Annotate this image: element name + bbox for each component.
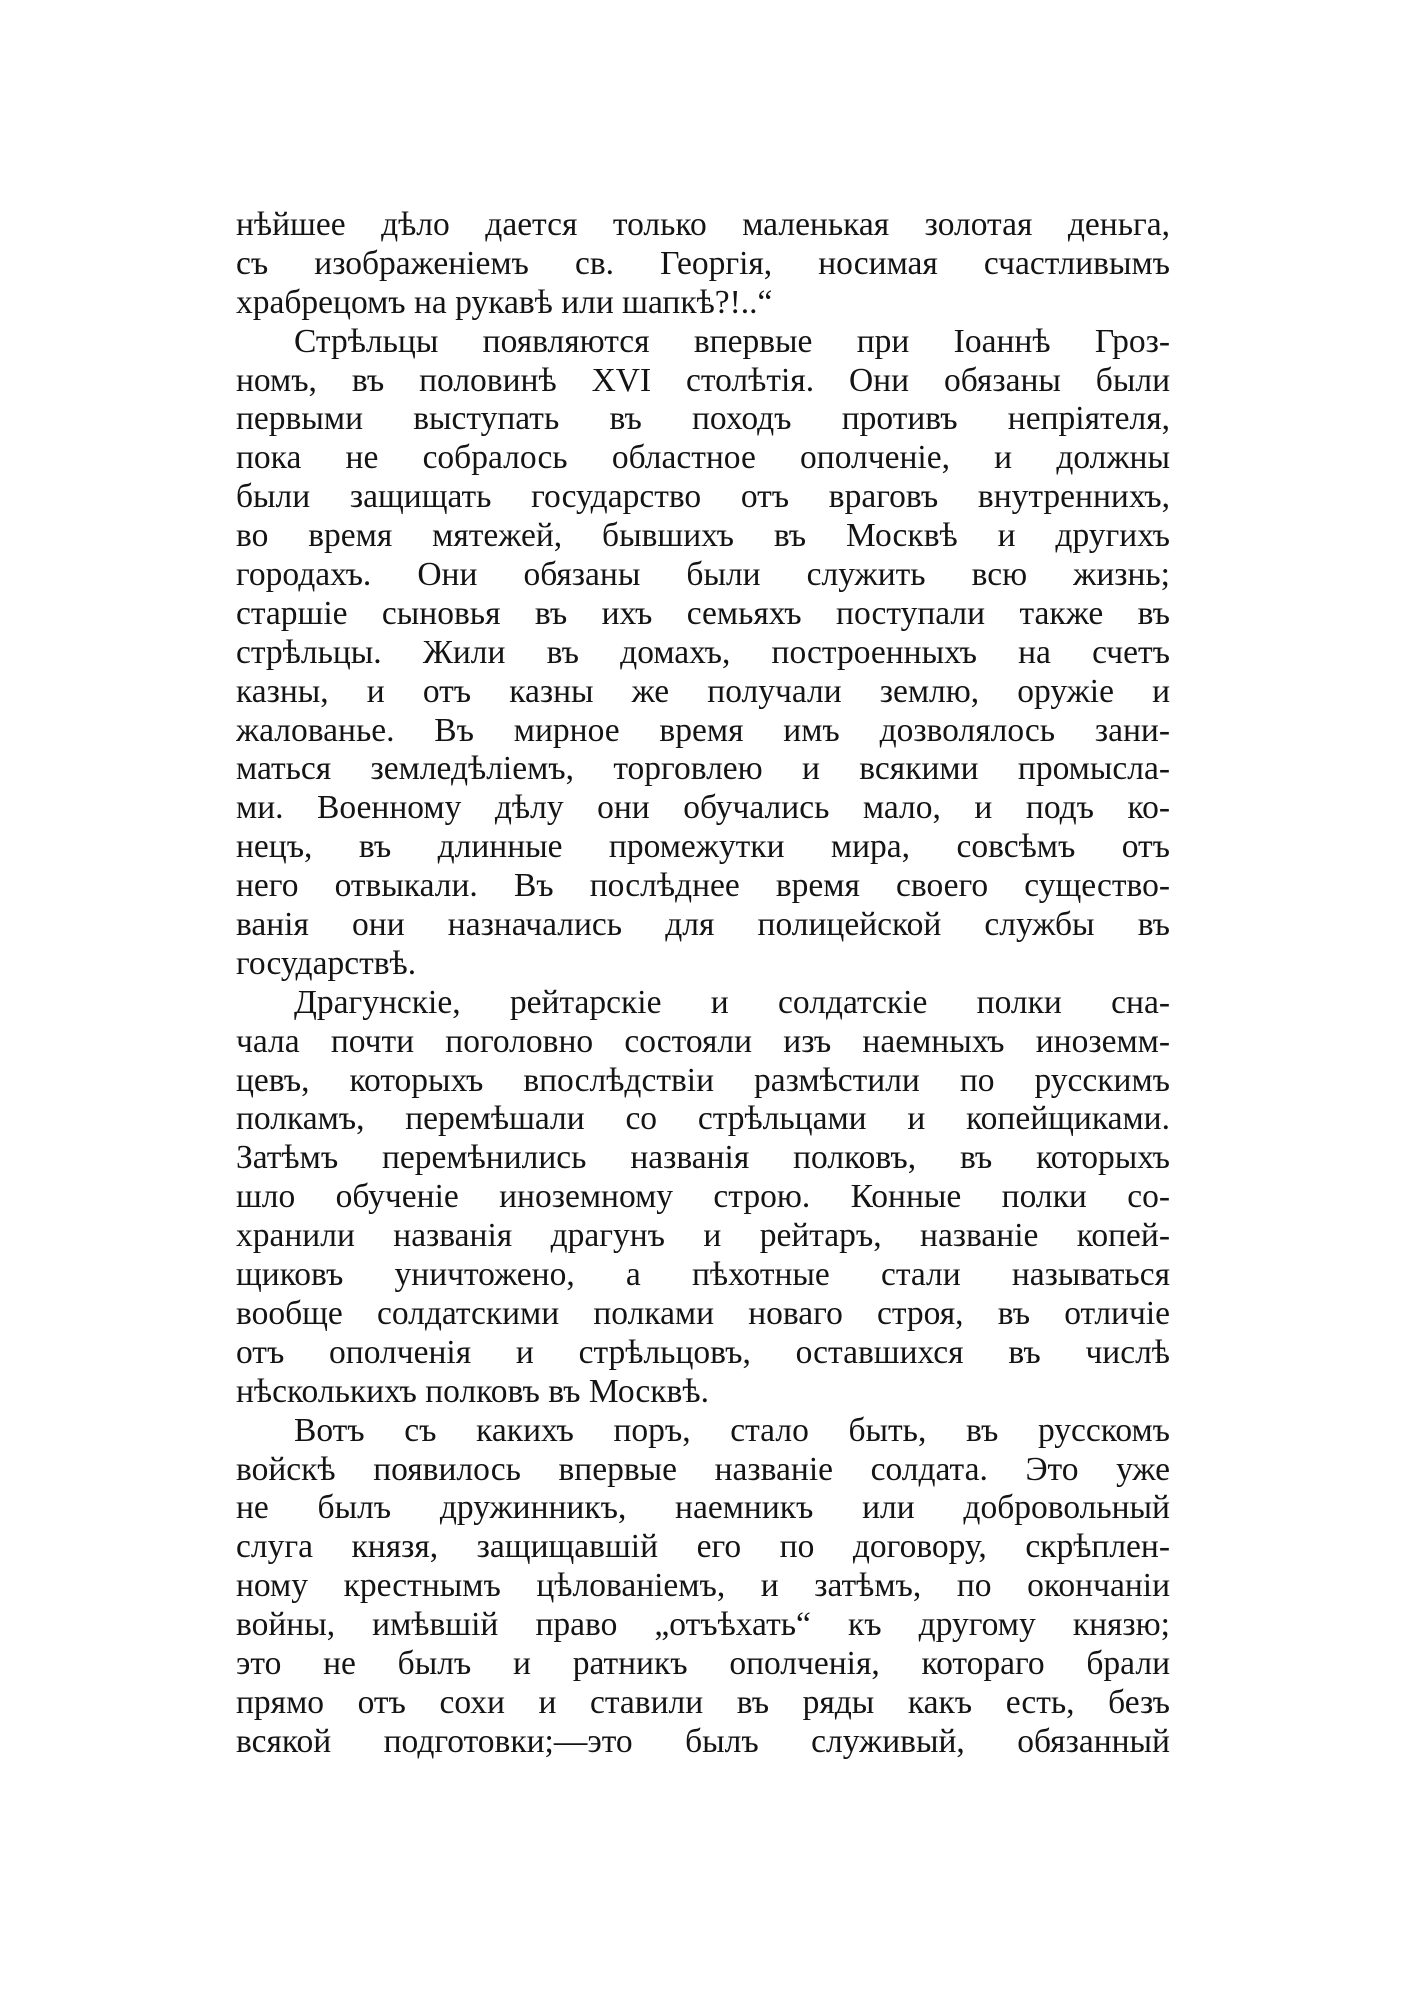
text-line: ному крестнымъ цѣлованіемъ, и затѣмъ, по окончаніи (236, 1567, 1170, 1605)
text-line: щиковъ уничтожено, а пѣхотные стали называться (236, 1256, 1170, 1294)
text-line: жалованье. Въ мирное время имъ дозволялось зани- (236, 711, 1170, 749)
text-line: шло обученіе иноземному строю. Конные полки со- (236, 1178, 1170, 1216)
text-line: него отвыкали. Въ послѣднее время своего существо- (236, 867, 1170, 905)
text-line: государствѣ. (236, 944, 417, 982)
paragraph-2 (236, 323, 1170, 984)
text-line: чала почти поголовно состояли изъ наемныхъ иноземм- (236, 1022, 1170, 1060)
paragraph-4 (236, 1412, 1170, 1762)
text-line: храбрецомъ на рукавѣ или шапкѣ?!..“ (236, 283, 773, 321)
text-line: вообще солдатскими полками новаго строя, въ отличіе (236, 1294, 1170, 1332)
text-line: съ изображеніемъ св. Георгія, носимая счастливымъ (236, 244, 1170, 282)
text-line: нѣйшее дѣло дается только маленькая золотая деньга, (236, 206, 1170, 243)
text-line: это не былъ и ратникъ ополченія, котораго брали (236, 1644, 1170, 1682)
text-line: маться земледѣліемъ, торговлею и всякими промысла- (236, 750, 1170, 788)
text-line: отъ ополченія и стрѣльцовъ, оставшихся въ числѣ (236, 1333, 1170, 1371)
text-line: Драгунскіе, рейтарскіе и солдатскіе полки сна- (294, 983, 1170, 1021)
text-line: стрѣльцы. Жили въ домахъ, построенныхъ на счетъ (236, 633, 1170, 671)
paragraph-3 (236, 984, 1170, 1412)
text-line: Затѣмъ перемѣнились названія полковъ, въ которыхъ (236, 1139, 1170, 1177)
text-line: не былъ дружинникъ, наемникъ или добровольный (236, 1489, 1170, 1527)
text-line: ми. Военному дѣлу они обучались мало, и подъ ко- (236, 789, 1170, 827)
text-line: полкамъ, перемѣшали со стрѣльцами и копейщиками. (236, 1100, 1170, 1138)
text-line: слуга князя, защищавшій его по договору, скрѣплен- (236, 1528, 1170, 1566)
text-line: номъ, въ половинѣ XVI столѣтія. Они обязаны были (236, 361, 1170, 399)
text-line: старшіе сыновья въ ихъ семьяхъ поступали также въ (236, 594, 1170, 632)
text-line: хранили названія драгунъ и рейтаръ, названіе копей- (236, 1217, 1170, 1255)
text-line: казны, и отъ казны же получали землю, оружіе и (236, 672, 1170, 710)
text-line: цевъ, которыхъ впослѣдствіи размѣстили по русскимъ (236, 1061, 1170, 1099)
text-line: Стрѣльцы появляются впервые при Іоаннѣ Гроз- (294, 322, 1170, 360)
text-line: первыми выступать въ походъ противъ непріятеля, (236, 400, 1170, 438)
text-line: всякой подготовки;—это былъ служивый, обязанный (236, 1722, 1170, 1760)
text-line: прямо отъ сохи и ставили въ ряды какъ есть, безъ (236, 1683, 1170, 1721)
text-line: войны, имѣвшій право „отъѣхать“ къ другому князю; (236, 1606, 1170, 1644)
text-line: были защищать государство отъ враговъ внутреннихъ, (236, 478, 1170, 516)
paragraph-1 (236, 206, 1170, 323)
text-line: нецъ, въ длинные промежутки мира, совсѣмъ отъ (236, 828, 1170, 866)
text-line: Вотъ съ какихъ поръ, стало быть, въ русскомъ (294, 1411, 1170, 1449)
text-line: городахъ. Они обязаны были служить всю жизнь; (236, 556, 1170, 594)
text-line: ванія они назначались для полицейской службы въ (236, 906, 1170, 944)
text-line: пока не собралось областное ополченіе, и должны (236, 439, 1170, 477)
text-line: во время мятежей, бывшихъ въ Москвѣ и другихъ (236, 517, 1170, 555)
text-line: войскѣ появилось впервые названіе солдата. Это уже (236, 1450, 1170, 1488)
body-text (236, 206, 1170, 1762)
text-line: нѣсколькихъ полковъ въ Москвѣ. (236, 1372, 709, 1410)
